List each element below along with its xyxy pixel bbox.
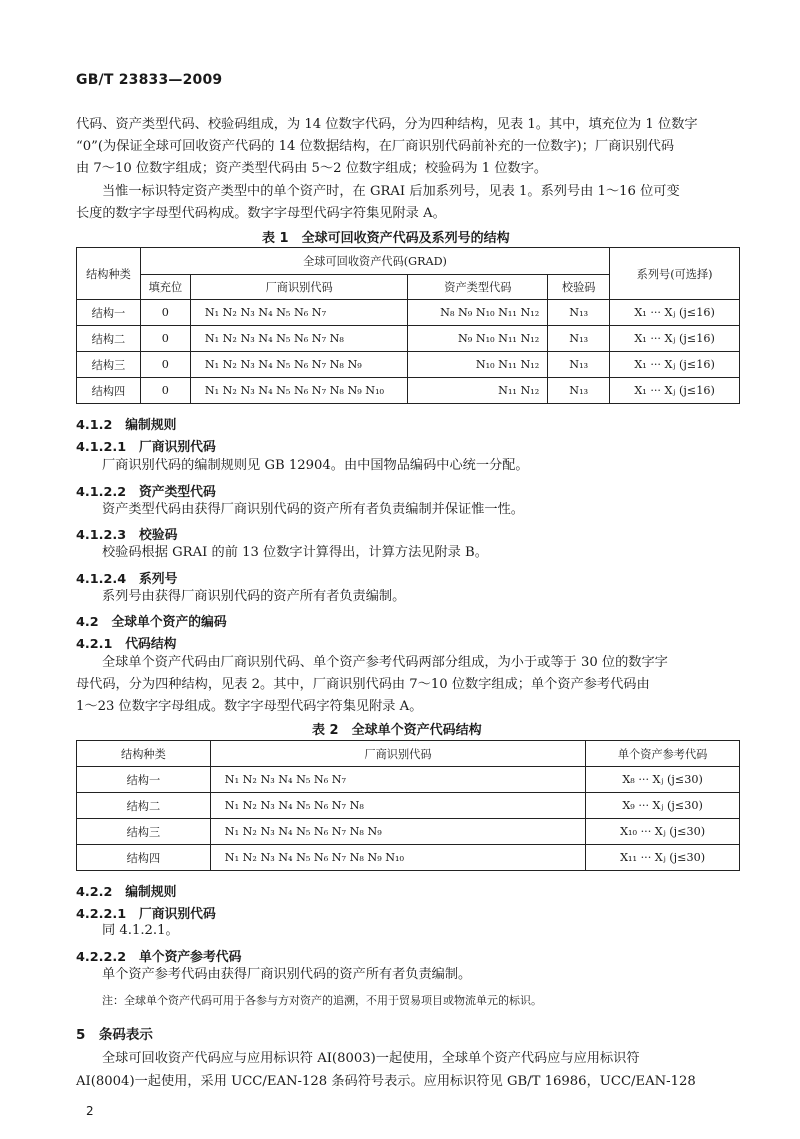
table-cell: X₁₁ ··· Xⱼ (j≤30): [586, 845, 740, 871]
standard-number: GB/T 23833—2009: [76, 72, 223, 88]
table-cell: 0: [140, 378, 190, 404]
section-4-1-2-4-body: 系列号由获得厂商识别代码的资产所有者负责编制。: [102, 589, 406, 604]
table-cell: N₁ N₂ N₃ N₄ N₅ N₆ N₇ N₈ N₉: [190, 352, 408, 378]
table-cell: N₁₃: [548, 300, 610, 326]
section-4-2-2-1-title: 4.2.2.1 厂商识别代码: [76, 907, 216, 922]
table-row: [77, 819, 740, 845]
table2-header-company: 厂商识别代码: [210, 741, 585, 767]
table-row: [77, 378, 740, 404]
section-4-2-1-line-3: 1～23 位数字字母组成。数字字母型代码字符集见附录 A。: [76, 699, 423, 714]
table-row: [77, 845, 740, 871]
section-4-2-1-line-2: 母代码，分为四种结构，见表 2。其中，厂商识别代码由 7～10 位数字组成；单个资产参考代码由: [76, 677, 650, 692]
section-4-1-2-1-title: 4.1.2.1 厂商识别代码: [76, 440, 216, 455]
note: 注：全球单个资产代码可用于各参与方对资产的追溯，不用于贸易项目或物流单元的标识。: [102, 994, 542, 1007]
section-4-1-2-3-title: 4.1.2.3 校验码: [76, 528, 178, 543]
intro-line-1: 代码、资产类型代码、校验码组成，为 14 位数字代码，分为四种结构，见表 1。其中，填充位为 1 位数字: [76, 117, 698, 132]
table-cell: 0: [140, 326, 190, 352]
table-cell: 结构二: [77, 326, 141, 352]
table-row: [77, 300, 740, 326]
section-4-1-2-title: 4.1.2 编制规则: [76, 418, 177, 433]
section-5-line-1: 全球可回收资产代码应与应用标识符 AI(8003)一起使用，全球单个资产代码应与应用标识符: [102, 1051, 640, 1066]
intro-line-5: 长度的数字字母型代码构成。数字字母型代码字符集见附录 A。: [76, 206, 446, 221]
table-cell: 结构三: [77, 819, 211, 845]
table2-header-ref: 单个资产参考代码: [586, 741, 740, 767]
table1: [76, 247, 740, 404]
section-4-2-1-title: 4.2.1 代码结构: [76, 637, 177, 652]
table2-header-type: 结构种类: [77, 741, 211, 767]
table-cell: X₁ ··· Xⱼ (j≤16): [610, 326, 740, 352]
table-cell: 结构一: [77, 767, 211, 793]
table-cell: X₈ ··· Xⱼ (j≤30): [586, 767, 740, 793]
table1-header-serial: 系列号(可选择): [610, 248, 740, 300]
table-cell: N₁₃: [548, 352, 610, 378]
section-4-2-title: 4.2 全球单个资产的编码: [76, 615, 227, 630]
table-cell: N₁₀ N₁₁ N₁₂: [408, 352, 548, 378]
table1-header-fill: 填充位: [140, 275, 190, 300]
table-cell: 结构二: [77, 793, 211, 819]
table1-header-check: 校验码: [548, 275, 610, 300]
table1-caption: 表 1 全球可回收资产代码及系列号的结构: [262, 231, 510, 246]
table-cell: 结构三: [77, 352, 141, 378]
table-row: [77, 793, 740, 819]
intro-line-4: 当惟一标识特定资产类型中的单个资产时，在 GRAI 后加系列号，见表 1。系列号由 1～16 位可变: [102, 184, 680, 199]
table-cell: N₁₃: [548, 378, 610, 404]
table-row: [77, 326, 740, 352]
table-cell: N₁ N₂ N₃ N₄ N₅ N₆ N₇ N₈: [210, 793, 585, 819]
section-4-2-1-line-1: 全球单个资产代码由厂商识别代码、单个资产参考代码两部分组成，为小于或等于 30 位的数字字: [102, 655, 668, 670]
section-4-1-2-4-title: 4.1.2.4 系列号: [76, 572, 178, 587]
table-cell: N₁ N₂ N₃ N₄ N₅ N₆ N₇ N₈ N₉ N₁₀: [190, 378, 408, 404]
table-cell: N₁₁ N₁₂: [408, 378, 548, 404]
section-5-line-2: AI(8004)一起使用，采用 UCC/EAN-128 条码符号表示。应用标识符见 GB/T 16986，UCC/EAN-128: [76, 1074, 696, 1089]
section-4-2-2-1-body: 同 4.1.2.1。: [102, 923, 179, 938]
section-4-1-2-2-body: 资产类型代码由获得厂商识别代码的资产所有者负责编制并保证惟一性。: [102, 502, 524, 517]
table-cell: 结构四: [77, 378, 141, 404]
table-cell: 0: [140, 352, 190, 378]
table2-caption: 表 2 全球单个资产代码结构: [312, 723, 482, 738]
intro-line-2: “0”(为保证全球可回收资产代码的 14 位数据结构，在厂商识别代码前补充的一位数字)；厂商识别代码: [76, 139, 675, 154]
table1-header-type: 结构种类: [77, 248, 141, 300]
section-4-1-2-3-body: 校验码根据 GRAI 的前 13 位数字计算得出，计算方法见附录 B。: [102, 545, 488, 560]
table-cell: X₉ ··· Xⱼ (j≤30): [586, 793, 740, 819]
table-cell: X₁₀ ··· Xⱼ (j≤30): [586, 819, 740, 845]
table-row: [77, 352, 740, 378]
section-4-2-2-title: 4.2.2 编制规则: [76, 885, 177, 900]
table-cell: 0: [140, 300, 190, 326]
table1-header-grai: 全球可回收资产代码(GRAD): [140, 248, 609, 275]
table-cell: N₁ N₂ N₃ N₄ N₅ N₆ N₇ N₈: [190, 326, 408, 352]
section-5-title: 5 条码表示: [76, 1027, 153, 1043]
table-cell: X₁ ··· Xⱼ (j≤16): [610, 300, 740, 326]
table-cell: N₁ N₂ N₃ N₄ N₅ N₆ N₇ N₈ N₉: [210, 819, 585, 845]
table-cell: X₁ ··· Xⱼ (j≤16): [610, 378, 740, 404]
section-4-1-2-1-body: 厂商识别代码的编制规则见 GB 12904。由中国物品编码中心统一分配。: [102, 458, 529, 473]
table-cell: N₁₃: [548, 326, 610, 352]
table1-header-company: 厂商识别代码: [190, 275, 408, 300]
table-cell: 结构四: [77, 845, 211, 871]
table-cell: 结构一: [77, 300, 141, 326]
table-row: [77, 767, 740, 793]
table-cell: N₈ N₉ N₁₀ N₁₁ N₁₂: [408, 300, 548, 326]
table-cell: N₁ N₂ N₃ N₄ N₅ N₆ N₇ N₈ N₉ N₁₀: [210, 845, 585, 871]
page-number: 2: [86, 1104, 94, 1118]
intro-line-3: 由 7～10 位数字组成；资产类型代码由 5～2 位数字组成；校验码为 1 位数字。: [76, 161, 548, 176]
table-cell: N₉ N₁₀ N₁₁ N₁₂: [408, 326, 548, 352]
table-cell: N₁ N₂ N₃ N₄ N₅ N₆ N₇: [190, 300, 408, 326]
table2: [76, 740, 740, 871]
table-cell: X₁ ··· Xⱼ (j≤16): [610, 352, 740, 378]
section-4-2-2-2-title: 4.2.2.2 单个资产参考代码: [76, 950, 242, 965]
section-4-1-2-2-title: 4.1.2.2 资产类型代码: [76, 485, 216, 500]
table1-header-asset: 资产类型代码: [408, 275, 548, 300]
table-cell: N₁ N₂ N₃ N₄ N₅ N₆ N₇: [210, 767, 585, 793]
section-4-2-2-2-body: 单个资产参考代码由获得厂商识别代码的资产所有者负责编制。: [102, 967, 472, 982]
